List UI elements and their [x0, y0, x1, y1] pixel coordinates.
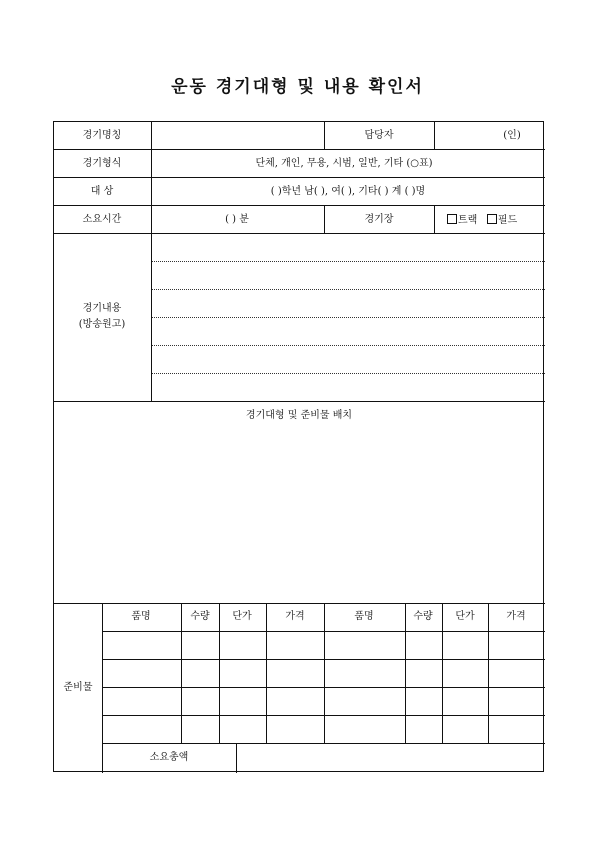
content-line — [152, 289, 545, 290]
section-divider — [54, 401, 545, 402]
track-label: 트랙 — [458, 215, 478, 226]
event-name-label: 경기명칭 — [82, 130, 122, 141]
format-label: 경기형식 — [82, 158, 122, 169]
content-sublabel: (방송원고) — [78, 319, 126, 330]
venue-options — [447, 214, 517, 227]
target-text: ( )학년 남( ), 여( ), 기타( ) 계 ( )명 — [270, 186, 426, 197]
field-checkbox[interactable] — [487, 214, 497, 224]
total-label: 소요총액 — [149, 752, 189, 763]
venue-label: 경기장 — [364, 214, 394, 225]
manager-label: 담당자 — [364, 130, 394, 141]
column-divider — [324, 205, 325, 233]
target-label: 대 상 — [90, 186, 114, 197]
seal-mark: (인) — [503, 130, 521, 141]
content-line — [152, 345, 545, 346]
duration-label: 소요시간 — [82, 214, 122, 225]
supply-column-divider — [324, 603, 325, 743]
column-divider — [434, 205, 435, 233]
field-label: 필드 — [497, 215, 518, 226]
row-divider — [54, 233, 545, 234]
section-divider — [54, 603, 545, 604]
supply-header-unit-price: 단가 — [232, 611, 252, 622]
supply-column-divider — [266, 603, 267, 743]
label-column-divider — [151, 122, 152, 401]
supply-column-divider — [405, 603, 406, 743]
supply-header-price: 가격 — [506, 611, 526, 622]
supply-header-name: 품명 — [131, 611, 151, 622]
content-line — [152, 261, 545, 262]
supply-header-name: 품명 — [354, 611, 374, 622]
track-checkbox[interactable] — [447, 214, 457, 224]
supply-header-qty: 수량 — [413, 611, 433, 622]
document-title: 운동 경기대형 및 내용 확인서 — [171, 77, 424, 97]
row-divider — [54, 149, 545, 150]
content-line — [152, 317, 545, 318]
duration-text: ( ) 분 — [225, 214, 249, 225]
content-label: 경기내용 — [82, 303, 122, 314]
format-options: 단체, 개인, 무용, 시범, 일반, 기타 (○표) — [255, 158, 433, 169]
total-divider — [236, 743, 237, 773]
column-divider — [434, 122, 435, 149]
supply-label-divider — [102, 603, 103, 773]
layout-section-label: 경기대형 및 준비물 배치 — [245, 410, 353, 421]
row-divider — [54, 205, 545, 206]
supply-header-unit-price: 단가 — [455, 611, 475, 622]
column-divider — [324, 122, 325, 149]
supply-row-divider — [102, 743, 545, 744]
supplies-label: 준비물 — [63, 682, 93, 693]
row-divider — [54, 177, 545, 178]
supply-header-price: 가격 — [285, 611, 305, 622]
supply-column-divider — [219, 603, 220, 743]
content-line — [152, 373, 545, 374]
supply-column-divider — [181, 603, 182, 743]
supply-column-divider — [488, 603, 489, 743]
confirmation-form — [53, 121, 544, 772]
supply-column-divider — [442, 603, 443, 743]
supply-header-qty: 수량 — [190, 611, 210, 622]
